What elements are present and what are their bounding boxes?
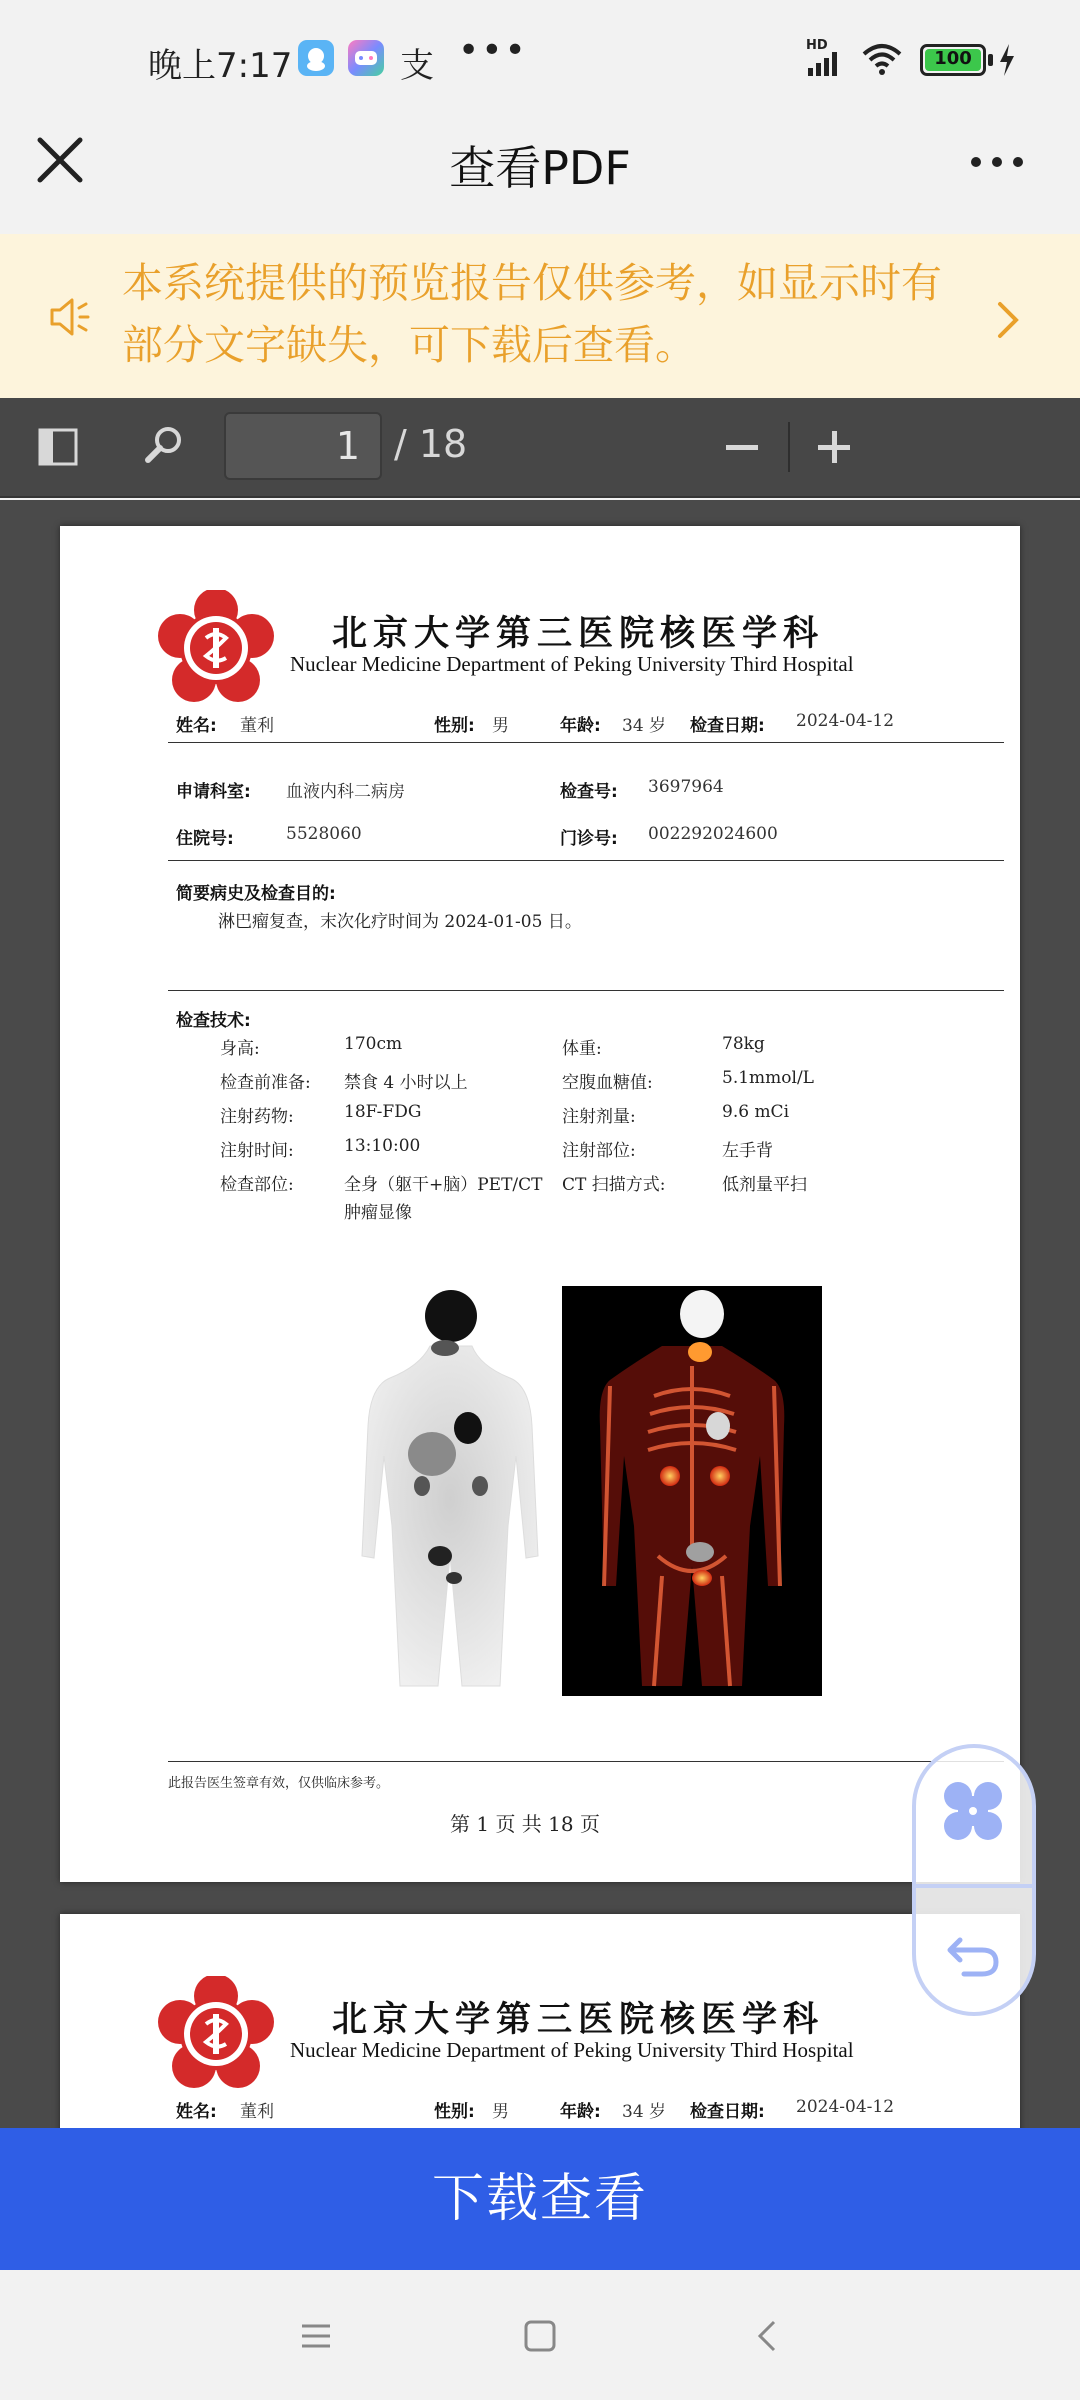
pdf-page	[60, 526, 1020, 1882]
sidebar-icon	[36, 424, 82, 470]
drug-value: 18F-FDG	[344, 1102, 422, 1122]
sidebar-toggle-button[interactable]	[36, 424, 82, 470]
ct-label: CT 扫描方式:	[562, 1175, 666, 1195]
apps-button[interactable]	[938, 1776, 1010, 1848]
exam-date: 2024-04-12	[796, 2097, 895, 2117]
game-app-icon	[348, 40, 384, 76]
status-time: 晚上7:17	[148, 46, 293, 86]
page-title: 查看PDF	[449, 141, 631, 195]
patient-gender: 男	[492, 2102, 509, 2122]
download-button[interactable]: 下载查看	[0, 2128, 1080, 2270]
dept-value: 血液内科二病房	[286, 782, 405, 802]
region-value-1: 全身（躯干+脑）PET/CT	[344, 1175, 543, 1195]
footnote: 此报告医生签章有效，仅供临床参考。	[168, 1776, 390, 1791]
weight-label: 体重:	[562, 1039, 602, 1059]
weight-value: 78kg	[722, 1034, 765, 1054]
hospital-name-cn: 北京大学第三医院核医学科	[332, 1999, 825, 2040]
name-label: 姓名:	[176, 716, 217, 736]
patient-name: 董利	[240, 716, 274, 736]
date-label: 检查日期:	[690, 716, 765, 736]
age-label: 年龄:	[560, 2102, 601, 2122]
minus-icon	[722, 422, 762, 472]
glucose-label: 空腹血糖值:	[562, 1073, 653, 1093]
page-footer: 第 1 页 共 18 页	[450, 1812, 600, 1836]
status-bar	[0, 0, 1080, 118]
patient-gender: 男	[492, 716, 509, 736]
hospital-name-cn: 北京大学第三医院核医学科	[332, 613, 825, 654]
divider	[168, 990, 1004, 991]
hd-label: HD	[806, 38, 828, 53]
home-square-icon	[520, 2316, 560, 2356]
drug-label: 注射药物:	[220, 1107, 294, 1127]
hospital-logo	[158, 1976, 274, 2092]
system-nav-bar	[0, 2270, 1080, 2400]
dept-label: 申请科室:	[176, 782, 251, 802]
wifi-icon	[860, 40, 904, 76]
notice-text: 本系统提供的预览报告仅供参考，如显示时有部分文字缺失，可下载后查看。	[122, 259, 942, 369]
battery-tip	[988, 54, 993, 66]
exam-date: 2024-04-12	[796, 711, 895, 731]
height-label: 身高:	[220, 1039, 260, 1059]
plus-icon	[814, 422, 854, 472]
more-dots-icon	[966, 140, 1036, 184]
pet-ct-fusion-image	[562, 1286, 822, 1696]
hospital-name-en: Nuclear Medicine Department of Peking University Third Hospital	[290, 2038, 854, 2062]
exam-no-value: 3697964	[648, 777, 724, 797]
inj-site-label: 注射部位:	[562, 1141, 636, 1161]
widget-divider	[916, 1884, 1032, 1888]
toolbar-separator	[788, 422, 790, 472]
dose-value: 9.6 mCi	[722, 1102, 790, 1122]
pdf-page	[60, 1914, 1020, 2128]
qq-app-icon	[298, 40, 334, 76]
page-number-input[interactable]: 1	[224, 412, 382, 480]
glucose-value: 5.1mmol/L	[722, 1068, 814, 1088]
back-button[interactable]	[942, 1920, 1006, 1984]
divider	[168, 742, 1004, 743]
chevron-left-icon	[748, 2316, 788, 2356]
inpatient-value: 5528060	[286, 824, 362, 844]
date-label: 检查日期:	[690, 2102, 765, 2122]
hospital-name-en: Nuclear Medicine Department of Peking University Third Hospital	[290, 652, 854, 676]
speaker-icon	[46, 294, 92, 340]
inj-site-value: 左手背	[722, 1141, 773, 1161]
gender-label: 性别:	[434, 2102, 475, 2122]
floating-assistant[interactable]	[912, 1744, 1036, 2016]
search-icon	[140, 420, 190, 470]
undo-icon	[942, 1920, 1006, 1984]
dose-label: 注射剂量:	[562, 1107, 636, 1127]
zoom-out-button[interactable]	[722, 422, 762, 472]
hospital-logo	[158, 590, 274, 706]
patient-age: 34 岁	[622, 2102, 667, 2122]
flower-apps-icon	[938, 1776, 1010, 1848]
chevron-right-icon	[994, 300, 1022, 340]
alipay-icon: 支	[400, 46, 434, 86]
more-menu-button[interactable]	[966, 140, 1036, 184]
history-label: 简要病史及检查目的:	[176, 884, 336, 904]
inj-time-value: 13:10:00	[344, 1136, 421, 1156]
height-value: 170cm	[344, 1034, 403, 1054]
signal-icon	[806, 52, 846, 76]
patient-name: 董利	[240, 2102, 274, 2122]
home-nav-button[interactable]	[520, 2316, 560, 2356]
zoom-in-button[interactable]	[814, 422, 854, 472]
patient-age: 34 岁	[622, 716, 667, 736]
ct-value: 低剂量平扫	[722, 1175, 807, 1195]
divider	[168, 1761, 1004, 1762]
battery-icon	[920, 44, 986, 76]
history-text: 淋巴瘤复查，末次化疗时间为 2024-01-05 日。	[218, 912, 582, 932]
outpatient-value: 002292024600	[648, 824, 778, 844]
tech-label: 检查技术:	[176, 1011, 251, 1031]
search-button[interactable]	[140, 420, 190, 470]
pdf-toolbar	[0, 398, 1080, 498]
charging-icon	[998, 44, 1016, 76]
menu-nav-button[interactable]	[296, 2316, 336, 2356]
outpatient-label: 门诊号:	[560, 829, 618, 849]
prep-label: 检查前准备:	[220, 1073, 311, 1093]
battery-level: 100	[934, 48, 972, 69]
back-nav-button[interactable]	[748, 2316, 788, 2356]
status-more-icon: •••	[458, 30, 528, 71]
inj-time-label: 注射时间:	[220, 1141, 294, 1161]
divider	[168, 860, 1004, 861]
region-label: 检查部位:	[220, 1175, 294, 1195]
prep-value: 禁食 4 小时以上	[344, 1073, 468, 1093]
name-label: 姓名:	[176, 2102, 217, 2122]
notice-banner[interactable]	[0, 234, 1080, 398]
page-total: / 18	[394, 422, 468, 466]
pet-mip-image	[340, 1286, 566, 1698]
region-value-2: 肿瘤显像	[344, 1203, 412, 1223]
gender-label: 性别:	[434, 716, 475, 736]
menu-icon	[296, 2316, 336, 2356]
exam-no-label: 检查号:	[560, 782, 618, 802]
inpatient-label: 住院号:	[176, 829, 234, 849]
age-label: 年龄:	[560, 716, 601, 736]
